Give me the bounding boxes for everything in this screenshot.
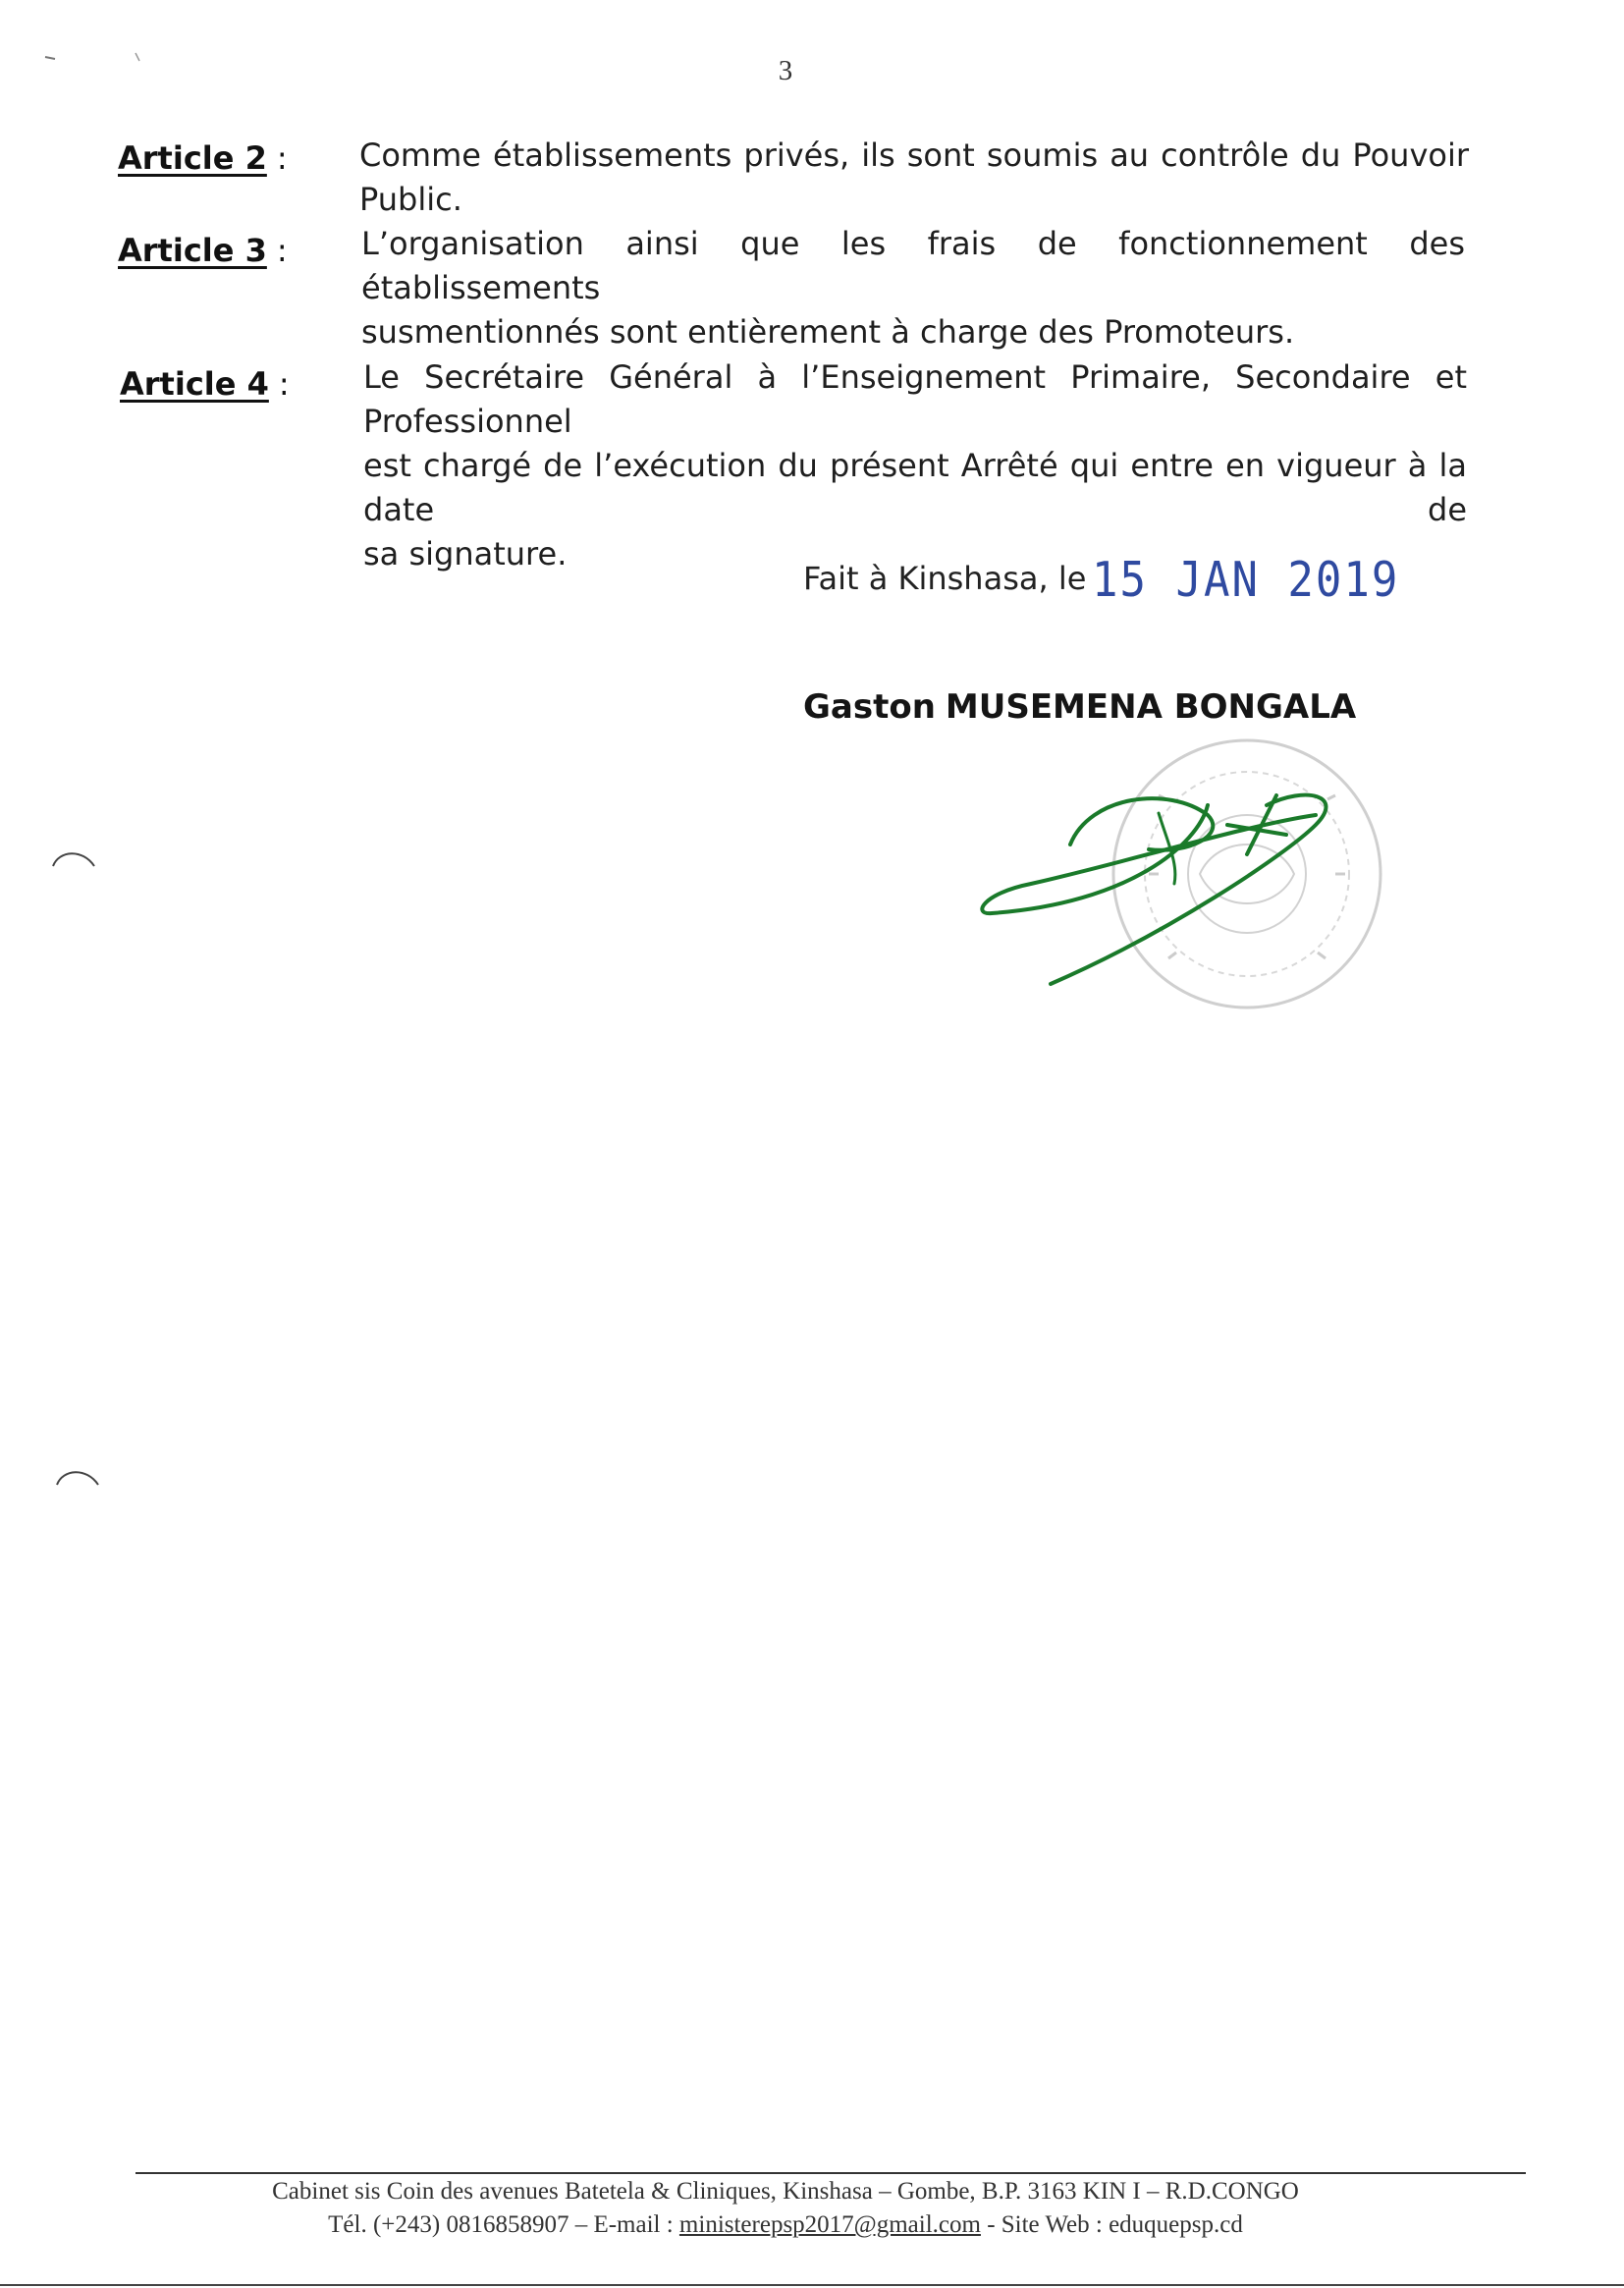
punch-hole-mark [49,841,98,890]
article-3-label [118,232,288,269]
article-text-line: susmentionnés sont entièrement à charge des Promoteurs. [361,313,1295,351]
article-text-line: Comme établissements privés, ils sont soumis au contrôle du Pouvoir Public. [359,136,1469,218]
footer-email-link[interactable]: ministerepsp2017@gmail.com [678,2211,981,2238]
article-label-text: Article 2 [118,139,267,177]
date-stamp: 15 JAN 2019 [1092,552,1400,609]
article-label-colon: : [276,232,288,269]
signatory-last-name: MUSEMENA BONGALA [945,687,1357,727]
place-date-label: Fait à Kinshasa, le [803,560,1087,597]
article-text-line: L’organisation ainsi que les frais de fonctionnement des établissements [361,225,1465,306]
article-2-label [118,139,288,177]
article-label-colon: : [278,365,290,403]
footer-phone: Tél. (+243) 0816858907 – E-mail : [328,2211,679,2238]
article-label-colon: : [276,139,288,177]
article-2-text [359,134,1469,222]
article-label-text: Article 4 [120,365,269,403]
article-label-text: Article 3 [118,232,267,269]
footer-divider [135,2172,1526,2174]
handwritten-signature-icon [972,746,1384,1011]
footer-contact [0,2211,1571,2239]
article-text-line: est chargé de l’exécution du présent Arrêté qui entre en vigueur à la date de [363,447,1467,528]
page-number: 3 [778,55,793,86]
punch-hole-mark [53,1459,102,1508]
signatory-first-name: Gaston [803,687,936,727]
article-text-line: sa signature. [363,535,568,572]
article-4-label [120,365,290,403]
article-text-line: Le Secrétaire Général à l’Enseignement Primaire, Secondaire et Professionnel [363,358,1467,440]
footer-website: - Site Web : eduquepsp.cd [980,2211,1243,2238]
signatory-name [803,687,1356,727]
article-3-text [361,222,1465,354]
article-4-text [363,355,1467,576]
page-bottom-edge [0,2284,1624,2286]
footer-address: Cabinet sis Coin des avenues Batetela & Cliniques, Kinshasa – Gombe, B.P. 3163 KIN I – R.D.CONGO [272,2178,1299,2205]
